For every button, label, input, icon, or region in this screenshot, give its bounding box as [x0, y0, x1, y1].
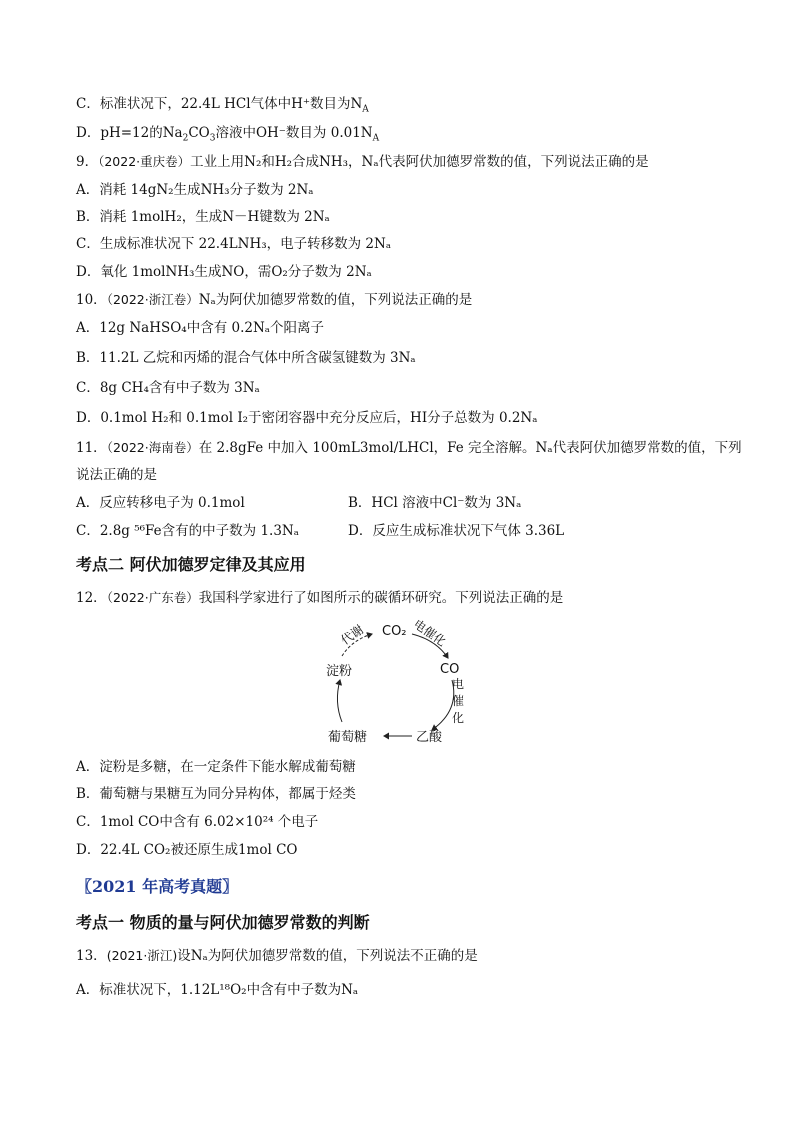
q8-option-d-sub2: 3: [209, 133, 216, 144]
q9-source: （2022·重庆卷）: [98, 154, 191, 169]
q10-stem: [76, 290, 472, 310]
q9-option-a: A．消耗 14gN₂生成NH₃分子数为 2Nₐ: [76, 182, 314, 198]
q11-stem: [76, 438, 742, 458]
q13-stem-text: 设Nₐ为阿伏加德罗常数的值，下列说法不正确的是: [177, 948, 478, 964]
q12-option-b: B．葡萄糖与果糖互为同分异构体，都属于烃类: [76, 786, 356, 802]
q8-option-d-post: 溶液中OH⁻数目为 0.01N: [215, 125, 373, 141]
label-co2: CO₂: [382, 624, 407, 639]
label-glucose: 葡萄糖: [328, 730, 368, 745]
q13-option-a: A．标准状况下，1.12L¹⁸O₂中含有中子数为Nₐ: [76, 982, 359, 998]
arrow-glucose-to-starch: [337, 680, 342, 722]
q9-stem-text: 工业上用N₂和H₂合成NH₃，Nₐ代表阿伏加德罗常数的值，下列说法正确的是: [190, 154, 649, 170]
q13-stem: [76, 946, 478, 966]
q10-option-d: D．0.1mol H₂和 0.1mol I₂于密闭容器中充分反应后，HI分子总数为 0.2Nₐ: [76, 410, 538, 426]
label-starch: 淀粉: [326, 664, 353, 679]
section-heading-law: 考点二 阿伏加德罗定律及其应用: [76, 555, 306, 574]
q13-number: 13．: [76, 948, 107, 964]
label-metabolism: 代谢: [338, 622, 367, 648]
q11-options-row1: [76, 493, 245, 513]
q8-option-c-text: C．标准状况下，22.4L HCl气体中H⁺数目为N: [76, 96, 363, 112]
q11-source: （2022·海南卷）: [106, 440, 199, 455]
q12-stem: [76, 588, 563, 608]
q11-option-c: C．2.8g ⁵⁶Fe含有的中子数为 1.3Nₐ: [76, 523, 299, 539]
q10-stem-text: Nₐ为阿伏加德罗常数的值，下列说法正确的是: [198, 292, 473, 308]
q12-option-c: C．1mol CO中含有 6.02×10²⁴ 个电子: [76, 814, 319, 830]
q8-option-d-pre: D．pH=12的Na: [76, 125, 183, 141]
q11-option-d: D．反应生成标准状况下气体 3.36L: [348, 523, 565, 539]
q11-option-b: B．HCl 溶液中Cl⁻数为 3Nₐ: [348, 495, 522, 511]
q10-option-c: C．8g CH₄含有中子数为 3Nₐ: [76, 380, 260, 396]
q9-option-b: B．消耗 1molH₂，生成N－H键数为 2Nₐ: [76, 209, 330, 225]
q10-source: （2022·浙江卷）: [106, 292, 199, 307]
label-electrocatalysis-right: 电催化: [452, 677, 465, 725]
q8-option-c-sub: A: [362, 104, 369, 115]
q12-option-d: D．22.4L CO₂被还原生成1mol CO: [76, 842, 298, 858]
q8-option-c: [76, 94, 369, 120]
q10-option-b: B．11.2L 乙烷和丙烯的混合气体中所含碳氢键数为 3Nₐ: [76, 350, 416, 366]
q12-number: 12．: [76, 590, 107, 606]
q13-source: (2021·浙江): [106, 948, 178, 963]
year-heading-2021: 〖2021 年高考真题〗: [76, 877, 239, 896]
label-co: CO: [440, 662, 460, 677]
label-acetic-acid: 乙酸: [416, 730, 443, 745]
q9-number: 9．: [76, 154, 99, 170]
q12-option-a: A．淀粉是多糖，在一定条件下能水解成葡萄糖: [76, 759, 356, 775]
q8-option-d-mid: CO: [188, 125, 210, 141]
q10-number: 10．: [76, 292, 107, 308]
q8-option-d-sub3: A: [372, 133, 380, 144]
q11-option-a: A．反应转移电子为 0.1mol: [76, 495, 245, 511]
q9-option-c: C．生成标准状况下 22.4LNH₃，电子转移数为 2Nₐ: [76, 236, 392, 252]
q10-option-a: A．12g NaHSO₄中含有 0.2Nₐ个阳离子: [76, 320, 325, 336]
q8-option-d: [76, 123, 379, 149]
label-electrocatalysis-top: 电催化: [410, 616, 449, 649]
q8-option-d-sub1: 2: [182, 133, 189, 144]
section-heading-avogadro: 考点一 物质的量与阿伏加德罗常数的判断: [76, 913, 370, 932]
q11-stem-line1: 在 2.8gFe 中加入 100mL3mol/LHCl，Fe 完全溶解。Nₐ代表阿伏加德罗常数的值，下列: [198, 440, 742, 456]
q12-stem-text: 我国科学家进行了如图所示的碳循环研究。下列说法正确的是: [198, 590, 564, 606]
q9-stem: [76, 152, 649, 172]
q11-stem-line2: 说法正确的是: [76, 467, 157, 483]
arrow-co-to-acetic: [432, 680, 454, 730]
q9-option-d: D．氧化 1molNH₃生成NO，需O₂分子数为 2Nₐ: [76, 264, 372, 280]
q12-source: （2022·广东卷）: [106, 590, 199, 605]
q11-number: 11．: [76, 440, 107, 456]
carbon-cycle-diagram: [300, 618, 490, 748]
